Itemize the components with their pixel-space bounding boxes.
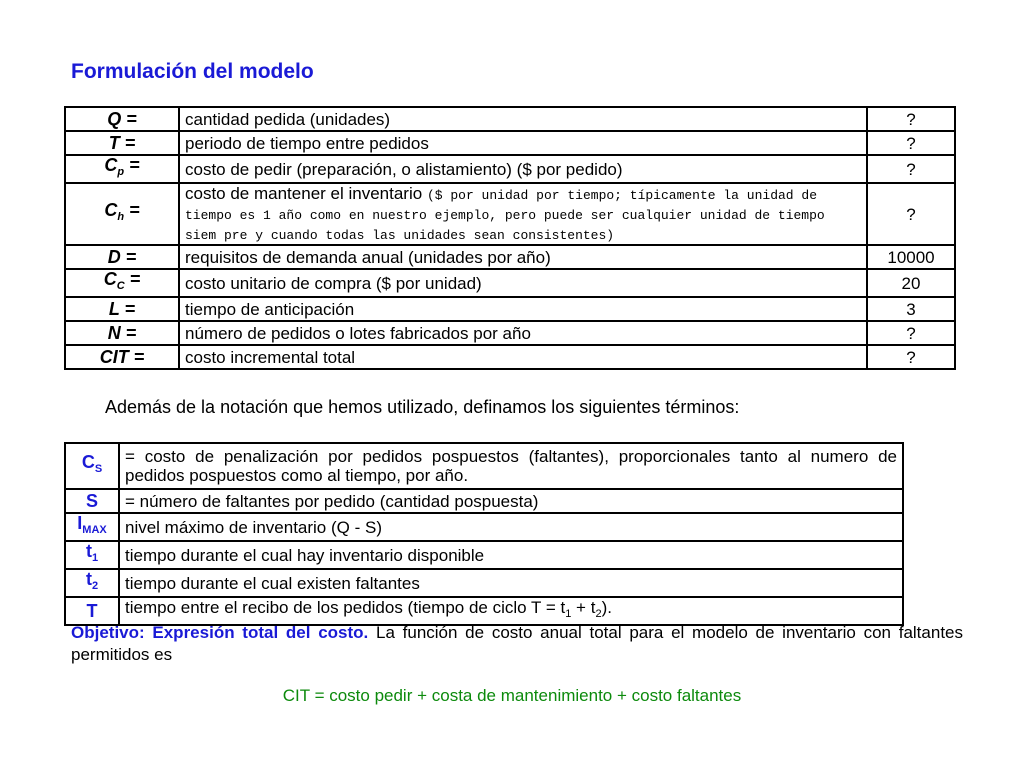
- equals: =: [119, 132, 136, 153]
- table-row: [65, 443, 903, 489]
- symbol: Q: [107, 108, 122, 129]
- symbol: D: [107, 246, 121, 267]
- symbol-subscript: 1: [91, 552, 99, 564]
- value-cell: 3: [867, 297, 955, 321]
- description-cell: requisitos de demanda anual (unidades por año): [179, 245, 867, 269]
- description-cell: nivel máximo de inventario (Q - S): [119, 513, 903, 541]
- equals: =: [121, 108, 137, 129]
- cost-formula: CIT = costo pedir + costa de mantenimiento + costo faltantes: [282, 686, 742, 705]
- description-note: ($ por unidad por tiempo; típicamente la unidad de tiempo es 1 año como en nuestro ejemplo, pero puede ser cualquier unidad de tiempo siem pre y cuando todas las unidades sean consistentes): [185, 188, 825, 243]
- symbol-cell: [65, 297, 179, 321]
- table-row: [65, 569, 903, 597]
- symbol: CIT: [99, 346, 129, 367]
- symbol-cell: [65, 131, 179, 155]
- symbol-subscript: S: [94, 463, 103, 475]
- description-cell: número de pedidos o lotes fabricados por año: [179, 321, 867, 345]
- table-row: [65, 131, 955, 155]
- table-row: [65, 183, 955, 245]
- value-cell: ?: [867, 107, 955, 131]
- symbol: T: [108, 132, 120, 153]
- symbol-subscript: 2: [91, 580, 99, 592]
- symbol-cell: [65, 245, 179, 269]
- symbol-cell: [65, 597, 119, 625]
- model-variables-table: [64, 106, 956, 370]
- symbol-cell: [65, 569, 119, 597]
- description-cell: [119, 597, 903, 625]
- symbol-subscript: p: [117, 166, 125, 178]
- equals: =: [119, 298, 136, 319]
- symbol-cell: [65, 513, 119, 541]
- description-text: ).: [601, 598, 612, 617]
- description-cell: tiempo durante el cual existen faltantes: [119, 569, 903, 597]
- description-cell: costo de pedir (preparación, o alistamiento) ($ por pedido): [179, 155, 867, 183]
- description-text: tiempo entre el recibo de los pedidos (tiempo de ciclo T = t: [125, 598, 566, 617]
- description-cell: tiempo de anticipación: [179, 297, 867, 321]
- table-row: [65, 597, 903, 625]
- terms-table: [64, 442, 904, 626]
- symbol: C: [104, 200, 118, 220]
- description-cell: costo incremental total: [179, 345, 867, 369]
- equals: =: [124, 200, 140, 220]
- objective-text: La función de costo anual total para el modelo de inventario con faltantes permitidos es: [71, 623, 963, 664]
- objective-paragraph: [71, 622, 963, 666]
- subscript: 1: [565, 608, 572, 620]
- symbol: C: [81, 452, 95, 472]
- symbol: C: [104, 155, 118, 175]
- table-row: [65, 513, 903, 541]
- intro-text: Además de la notación que hemos utilizado, definamos los siguientes términos:: [105, 397, 740, 417]
- symbol-subscript: MAX: [82, 524, 107, 536]
- objective-label: Objetivo: Expresión total del costo.: [71, 623, 369, 642]
- value-cell: ?: [867, 183, 955, 245]
- symbol-cell: [65, 541, 119, 569]
- symbol: I: [77, 513, 83, 533]
- table-row: [65, 345, 955, 369]
- symbol-subscript: h: [117, 211, 125, 223]
- description-cell: tiempo durante el cual hay inventario disponible: [119, 541, 903, 569]
- value-cell: 20: [867, 269, 955, 297]
- symbol: t: [85, 569, 92, 589]
- symbol: T: [86, 600, 98, 621]
- symbol: C: [103, 269, 117, 289]
- equals: =: [124, 269, 141, 289]
- value-cell: ?: [867, 155, 955, 183]
- symbol: t: [85, 541, 92, 561]
- symbol: L: [108, 298, 120, 319]
- subscript: 2: [595, 608, 602, 620]
- description-cell: [179, 183, 867, 245]
- description-cell: = costo de penalización por pedidos pospuestos (faltantes), proporcionales tanto al numero de pedidos pospuestos como al tiempo, por año.: [119, 443, 903, 489]
- table-row: [65, 541, 903, 569]
- description-cell: = número de faltantes por pedido (cantidad pospuesta): [119, 489, 903, 513]
- symbol-cell: [65, 269, 179, 297]
- symbol-cell: [65, 183, 179, 245]
- description-text: + t: [571, 598, 596, 617]
- symbol-cell: [65, 321, 179, 345]
- equals: =: [124, 155, 140, 175]
- symbol-subscript: C: [116, 280, 125, 292]
- value-cell: ?: [867, 321, 955, 345]
- description-cell: periodo de tiempo entre pedidos: [179, 131, 867, 155]
- description-cell: costo unitario de compra ($ por unidad): [179, 269, 867, 297]
- symbol-cell: [65, 107, 179, 131]
- description-text: costo de mantener el inventario: [185, 184, 423, 203]
- symbol-cell: [65, 345, 179, 369]
- table-row: [65, 489, 903, 513]
- equals: =: [120, 322, 137, 343]
- equals: =: [120, 246, 137, 267]
- table-row: [65, 107, 955, 131]
- value-cell: ?: [867, 345, 955, 369]
- table-row: [65, 245, 955, 269]
- table-row: [65, 155, 955, 183]
- description-cell: cantidad pedida (unidades): [179, 107, 867, 131]
- table-row: [65, 321, 955, 345]
- table-row: [65, 269, 955, 297]
- value-cell: 10000: [867, 245, 955, 269]
- symbol-cell: [65, 443, 119, 489]
- equals: =: [128, 346, 145, 367]
- table-row: [65, 297, 955, 321]
- symbol-cell: [65, 489, 119, 513]
- symbol-cell: [65, 155, 179, 183]
- page-title: Formulación del modelo: [71, 60, 314, 83]
- symbol: S: [85, 490, 98, 511]
- value-cell: ?: [867, 131, 955, 155]
- symbol: N: [107, 322, 121, 343]
